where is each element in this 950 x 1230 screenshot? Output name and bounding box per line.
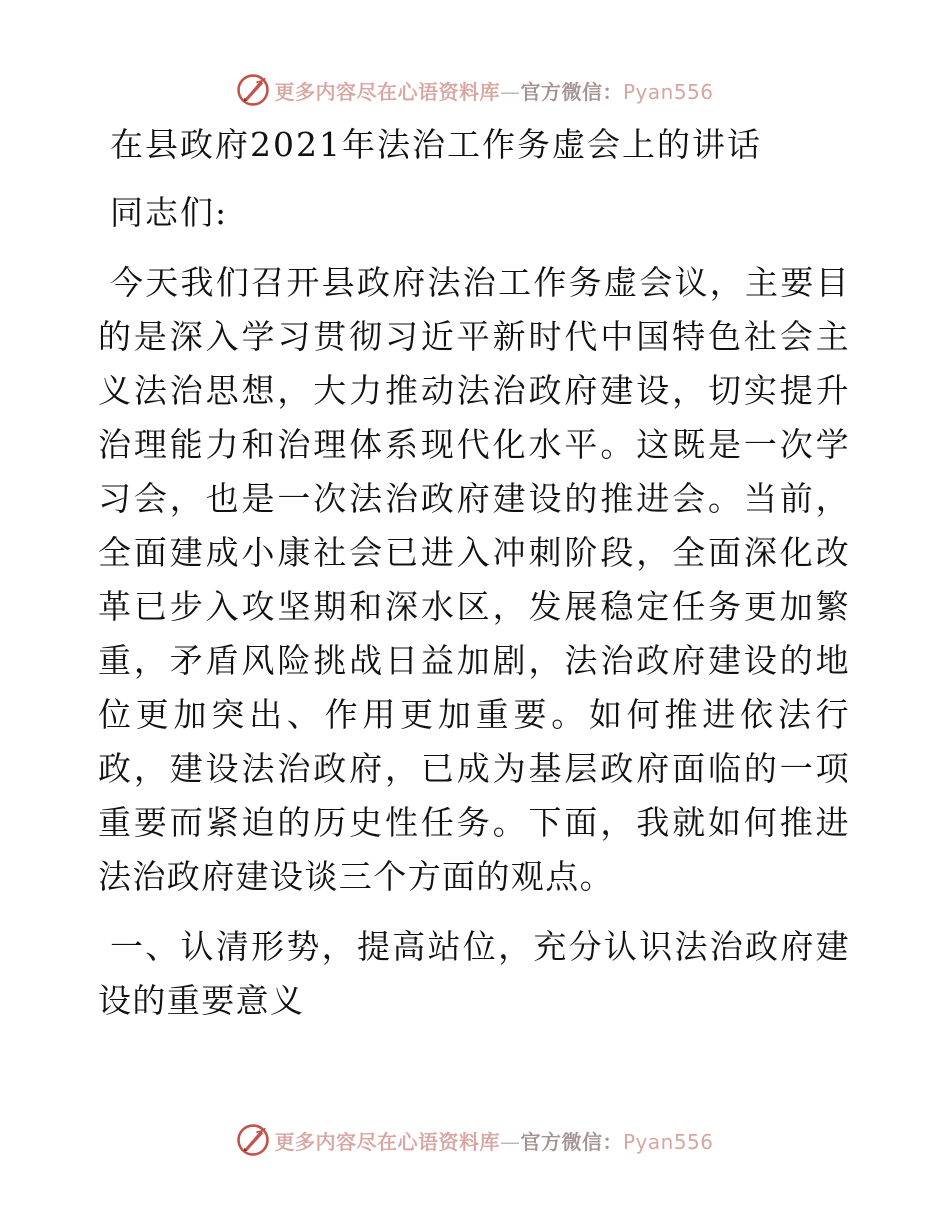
- quill-logo-icon: [236, 73, 270, 107]
- banner-main-text: 更多内容尽在心语资料库: [274, 1129, 500, 1154]
- banner-wechat-id: Pyan556: [622, 1129, 714, 1154]
- footer-banner: [0, 1118, 950, 1162]
- banner-wechat-label: 官方微信：: [520, 1129, 623, 1154]
- section-heading: 一、认清形势，提高站位，充分认识法治政府建设的重要意义: [98, 927, 850, 1020]
- document-paragraph: 今天我们召开县政府法治工作务虚会议，主要目的是深入学习贯彻习近平新时代中国特色社会主义法治思想，大力推动法治政府建设，切实提升治理能力和治理体系现代化水平。这既是一次学习会，也是一次法治政府建设的推进会。当前，全面建成小康社会已进入冲刺阶段，全面深化改革已步入攻坚期和深水区，发展稳定任务更加繁重，矛盾风险挑战日益加剧，法治政府建设的地位更加突出、作用更加重要。如何推进依法行政，建设法治政府，已成为基层政府面临的一项重要而紧迫的历史性任务。下面，我就如何推进法治政府建设谈三个方面的观点。: [98, 263, 850, 896]
- banner-text: [274, 76, 713, 105]
- banner-wechat-id: Pyan556: [622, 79, 714, 104]
- banner-separator: —: [499, 79, 521, 104]
- document-body: [98, 118, 850, 1028]
- banner-wechat-label: 官方微信：: [520, 79, 623, 104]
- header-banner: [0, 68, 950, 112]
- banner-text: [274, 1126, 713, 1155]
- banner-separator: —: [499, 1129, 521, 1154]
- quill-logo-icon: [236, 1123, 270, 1157]
- banner-main-text: 更多内容尽在心语资料库: [274, 79, 500, 104]
- document-title: 在县政府2021年法治工作务虚会上的讲话: [110, 125, 762, 164]
- document-salutation: 同志们:: [110, 193, 229, 232]
